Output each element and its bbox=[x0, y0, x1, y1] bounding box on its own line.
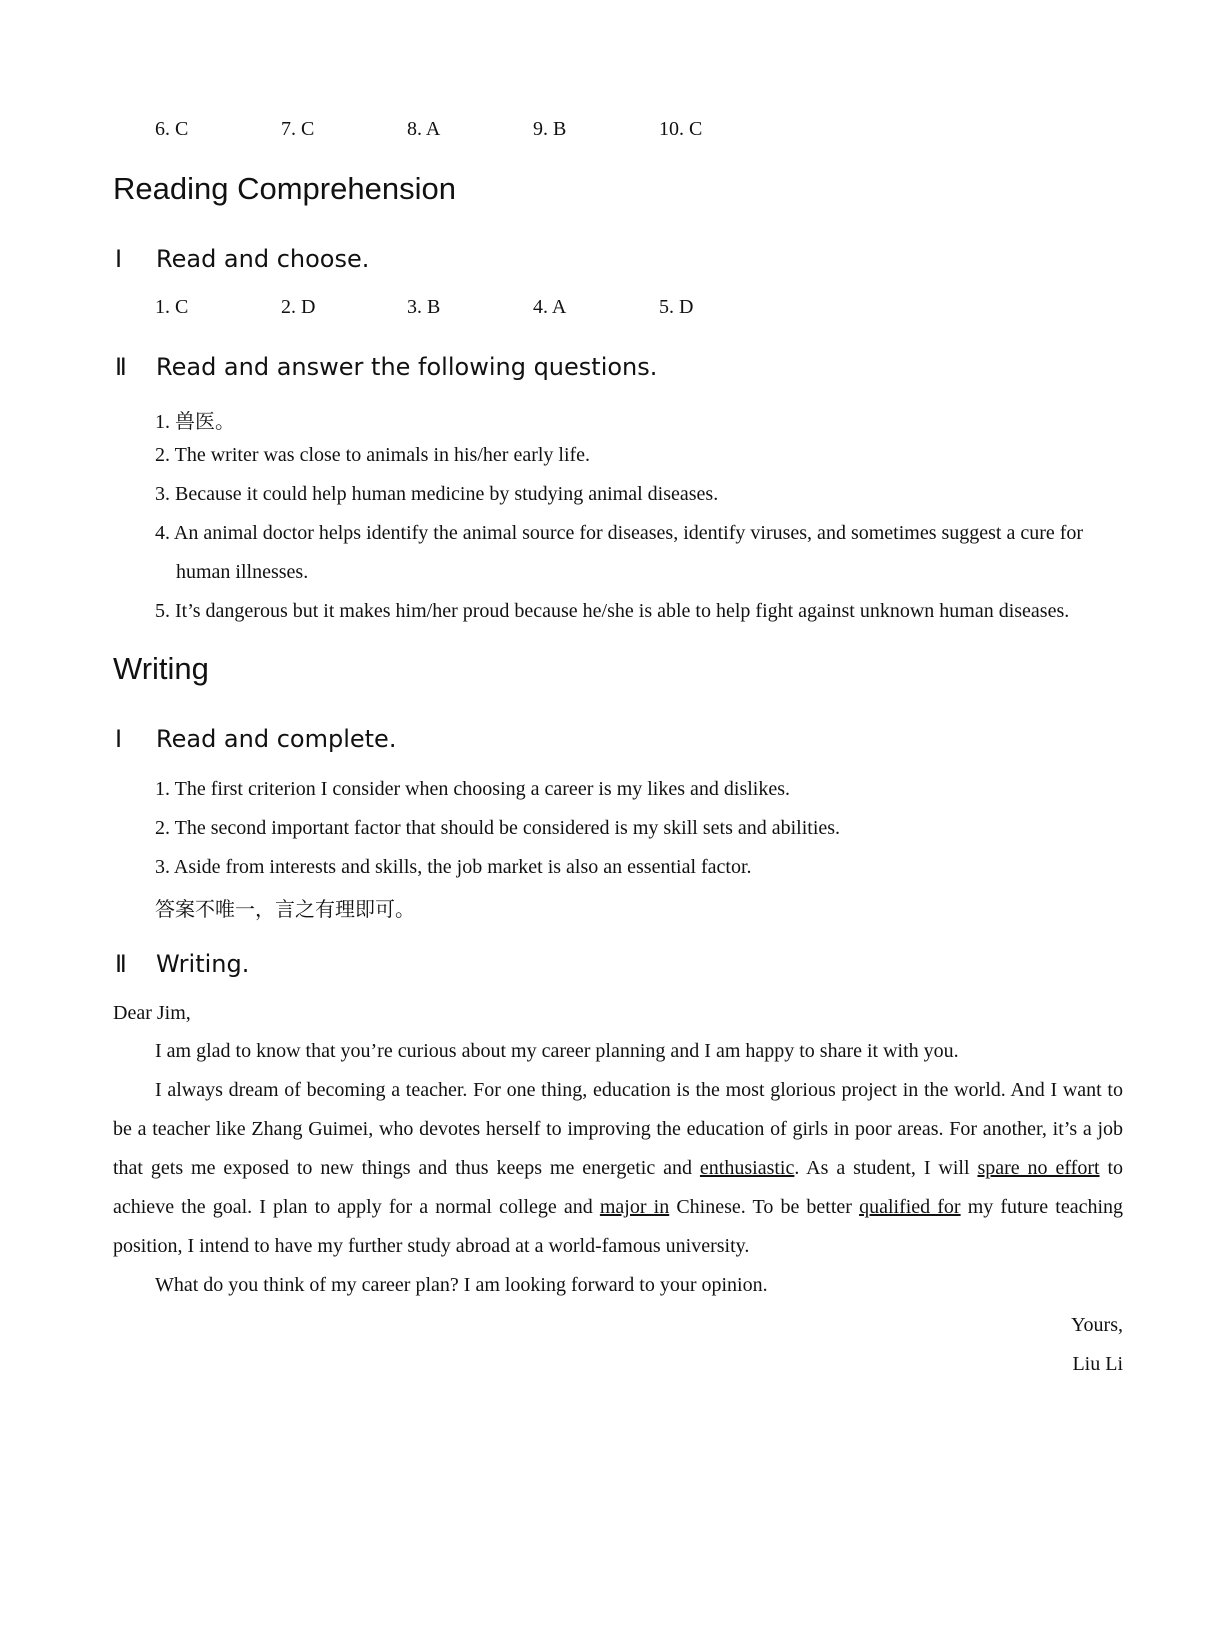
underlined-phrase: qualified for bbox=[859, 1196, 961, 1218]
answer-10: 10. C bbox=[659, 118, 703, 140]
reading-part2-heading bbox=[115, 353, 657, 381]
part-title: Writing. bbox=[156, 950, 250, 978]
letter-paragraph-2: I always dream of becoming a teacher. For one thing, education is the most glorious project in the world. And I want to be a teacher like Zhang Guimei, who devotes herself to improving the education of girls in poor areas. For another, it’s a job that gets me exposed to new things and thus keeps me energetic and enthusiastic. As a student, I will spare no effort to achieve the goal. I plan to apply for a normal college and major in Chinese. To be better qualified for my future teaching position, I intend to have my further study abroad at a world-famous university. bbox=[113, 1079, 1124, 1257]
section-title-writing: Writing bbox=[113, 651, 209, 686]
writing-answer-3: 3. Aside from interests and skills, the job market is also an essential factor. bbox=[155, 856, 752, 878]
writing-part2-heading bbox=[115, 950, 249, 978]
writing-answer-1: 1. The first criterion I consider when choosing a career is my likes and dislikes. bbox=[155, 778, 791, 800]
answer-9: 9. B bbox=[533, 118, 567, 140]
answer-1: 1. C bbox=[155, 296, 189, 318]
answer-8: 8. A bbox=[407, 118, 441, 140]
letter-signature: Liu Li bbox=[1072, 1353, 1123, 1375]
writing-answer-2: 2. The second important factor that should be considered is my skill sets and abilities. bbox=[155, 817, 841, 839]
answer-7: 7. C bbox=[281, 118, 315, 140]
part-title: Read and choose. bbox=[156, 245, 370, 273]
reading-answer-2: 2. The writer was close to animals in his/her early life. bbox=[155, 444, 591, 466]
part-title: Read and complete. bbox=[156, 725, 397, 753]
letter-closing: Yours, bbox=[1071, 1314, 1123, 1336]
letter-paragraph-3: What do you think of my career plan? I am looking forward to your opinion. bbox=[155, 1274, 768, 1296]
reading-answer-3: 3. Because it could help human medicine by studying animal diseases. bbox=[155, 483, 719, 505]
part-numeral: Ⅰ bbox=[115, 245, 123, 273]
letter-greeting: Dear Jim, bbox=[113, 1002, 191, 1024]
section-title-reading: Reading Comprehension bbox=[113, 171, 456, 206]
reading-answer-4: 4. An animal doctor helps identify the animal source for diseases, identify viruses, and sometimes suggest a cure for bbox=[155, 522, 1084, 544]
underlined-phrase: major in bbox=[599, 1196, 670, 1218]
underlined-phrase: spare no effort bbox=[977, 1157, 1100, 1179]
reading-answer-4-cont: human illnesses. bbox=[176, 561, 309, 583]
writing-note: 答案不唯一，言之有理即可。 bbox=[155, 899, 415, 921]
answer-4: 4. A bbox=[533, 296, 567, 318]
reading-answer-1: 1. 兽医。 bbox=[155, 411, 235, 433]
answer-5: 5. D bbox=[659, 296, 694, 318]
part-numeral: Ⅱ bbox=[115, 353, 127, 381]
part-title: Read and answer the following questions. bbox=[156, 353, 658, 381]
answer-6: 6. C bbox=[155, 118, 189, 140]
answer-2: 2. D bbox=[281, 296, 316, 318]
writing-part1-heading bbox=[115, 725, 396, 753]
underlined-phrase: enthusiastic bbox=[699, 1157, 795, 1179]
answer-3: 3. B bbox=[407, 296, 441, 318]
part-numeral: Ⅰ bbox=[115, 725, 123, 753]
part-numeral: Ⅱ bbox=[115, 950, 127, 978]
reading-answer-5: 5. It’s dangerous but it makes him/her proud because he/she is able to help fight against unknown human diseases. bbox=[155, 600, 1070, 622]
reading-part1-heading bbox=[115, 245, 369, 273]
letter-paragraph-1: I am glad to know that you’re curious about my career planning and I am happy to share it with you. bbox=[155, 1040, 959, 1062]
